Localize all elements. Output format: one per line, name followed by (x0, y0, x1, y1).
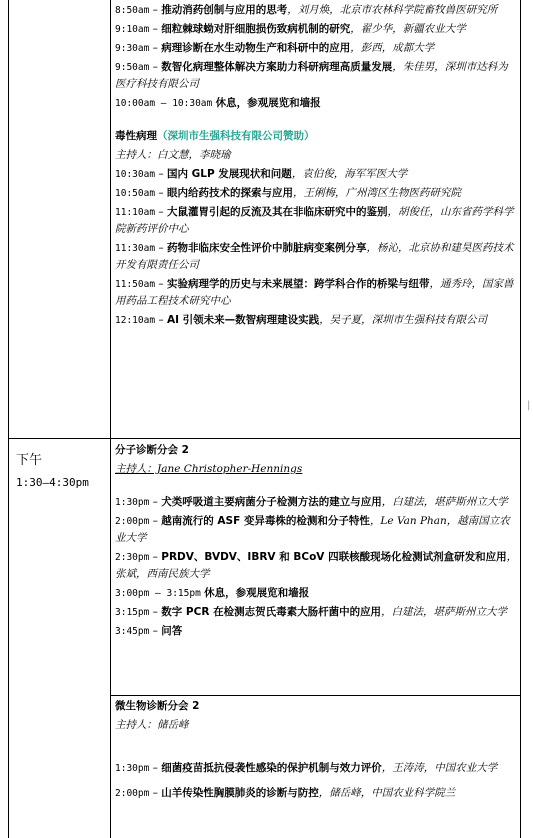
agenda-item: 11:10am – 大鼠灌胃引起的反流及其在非临床研究中的鉴别，胡俊任，山东省药学科学院新药评价中心 (115, 206, 514, 235)
agenda-item: 9:10am – 细粒棘球蚴对肝细胞损伤致病机制的研究，翟少华，新疆农业大学 (115, 23, 466, 35)
session-title: 微生物诊断分会 2 (115, 700, 200, 712)
session-header: 毒性病理（深圳市生强科技有限公司赞助） (115, 130, 315, 142)
agenda-item: 9:50am – 数智化病理整体解决方案助力科研病理高质量发展，朱佳男，深圳市达科为医疗科技有限公司 (115, 61, 508, 90)
agenda-item: 11:50am – 实验病理学的历史与未来展望：跨学科合作的桥梁与纽带，通秀玲，国家兽用药品工程技术研究中心 (115, 278, 514, 307)
scroll-indicator[interactable]: | (527, 400, 531, 411)
microbio-section (115, 698, 518, 804)
break-item: 10:00am – 10:30am 休息，参观展览和墙报 (115, 97, 321, 109)
agenda-item: 1:30pm – 犬类呼吸道主要病菌分子检测方法的建立与应用，白建法，堪萨斯州立大学 (115, 496, 508, 508)
afternoon-label (16, 450, 89, 494)
row-divider (8, 438, 521, 439)
session-host: 主持人：储岳峰 (115, 719, 189, 731)
agenda-item: 11:30am – 药物非临床安全性评价中肺脏病变案例分享，杨沁，北京协和建昊医药技术开发有限责任公司 (115, 242, 514, 271)
session-title: 分子诊断分会 2 (115, 444, 189, 456)
agenda-item: 3:15pm – 数字 PCR 在检测志贺氏毒素大肠杆菌中的应用，白建法，堪萨斯州立大学 (115, 606, 508, 618)
agenda-item: 2:30pm – PRDV、BVDV、IBRV 和 BCoV 四联核酸现场化检测试剂盒研发和应用，张斌，西南民族大学 (115, 551, 518, 580)
agenda-item: 2:00pm – 越南流行的 ASF 变异毒株的检测和分子特性，Le Van Phan，越南国立农业大学 (115, 515, 510, 544)
agenda-item: 12:10am – AI 引领未来—数智病理建设实践，吴子夏，深圳市生强科技有限公司 (115, 314, 488, 326)
table-border-left (8, 0, 9, 838)
column-divider (110, 0, 111, 838)
molecular-section (115, 442, 518, 642)
agenda-item: 9:30am – 病理诊断在水生动物生产和科研中的应用，彭西，成都大学 (115, 42, 435, 54)
row-divider (110, 695, 521, 696)
session-host: 主持人：白文慧，李晓瑜 (115, 149, 231, 161)
agenda-item: 8:50am – 推动消药创制与应用的思考，刘月焕，北京市农林科学院畜牧兽医研究所 (115, 4, 498, 16)
agenda-item: 10:30am – 国内 GLP 发展现状和问题，袁伯俊，海军军医大学 (115, 168, 408, 180)
afternoon-time-range: 1:30–4:30pm (16, 476, 89, 489)
morning-section (115, 2, 518, 331)
agenda-item: 2:00pm – 山羊传染性胸膜肺炎的诊断与防控，储岳峰，中国农业科学院兰 (115, 787, 456, 799)
break-item: 3:00pm – 3:15pm 休息，参观展览和墙报 (115, 587, 310, 599)
agenda-item: 3:45pm – 问答 (115, 625, 183, 637)
afternoon-title: 下午 (16, 453, 43, 468)
agenda-item: 10:50am – 眼内给药技术的探索与应用，王俐梅，广州湾区生物医药研究院 (115, 187, 461, 199)
sponsor-label: （深圳市生强科技有限公司赞助） (157, 130, 315, 142)
agenda-item: 1:30pm – 细菌疫苗抵抗侵袭性感染的保护机制与效力评价，王涛涛，中国农业大学 (115, 762, 498, 774)
session-host: 主持人：Jane Christopher-Hennings (115, 463, 303, 475)
table-border-right (520, 0, 521, 838)
